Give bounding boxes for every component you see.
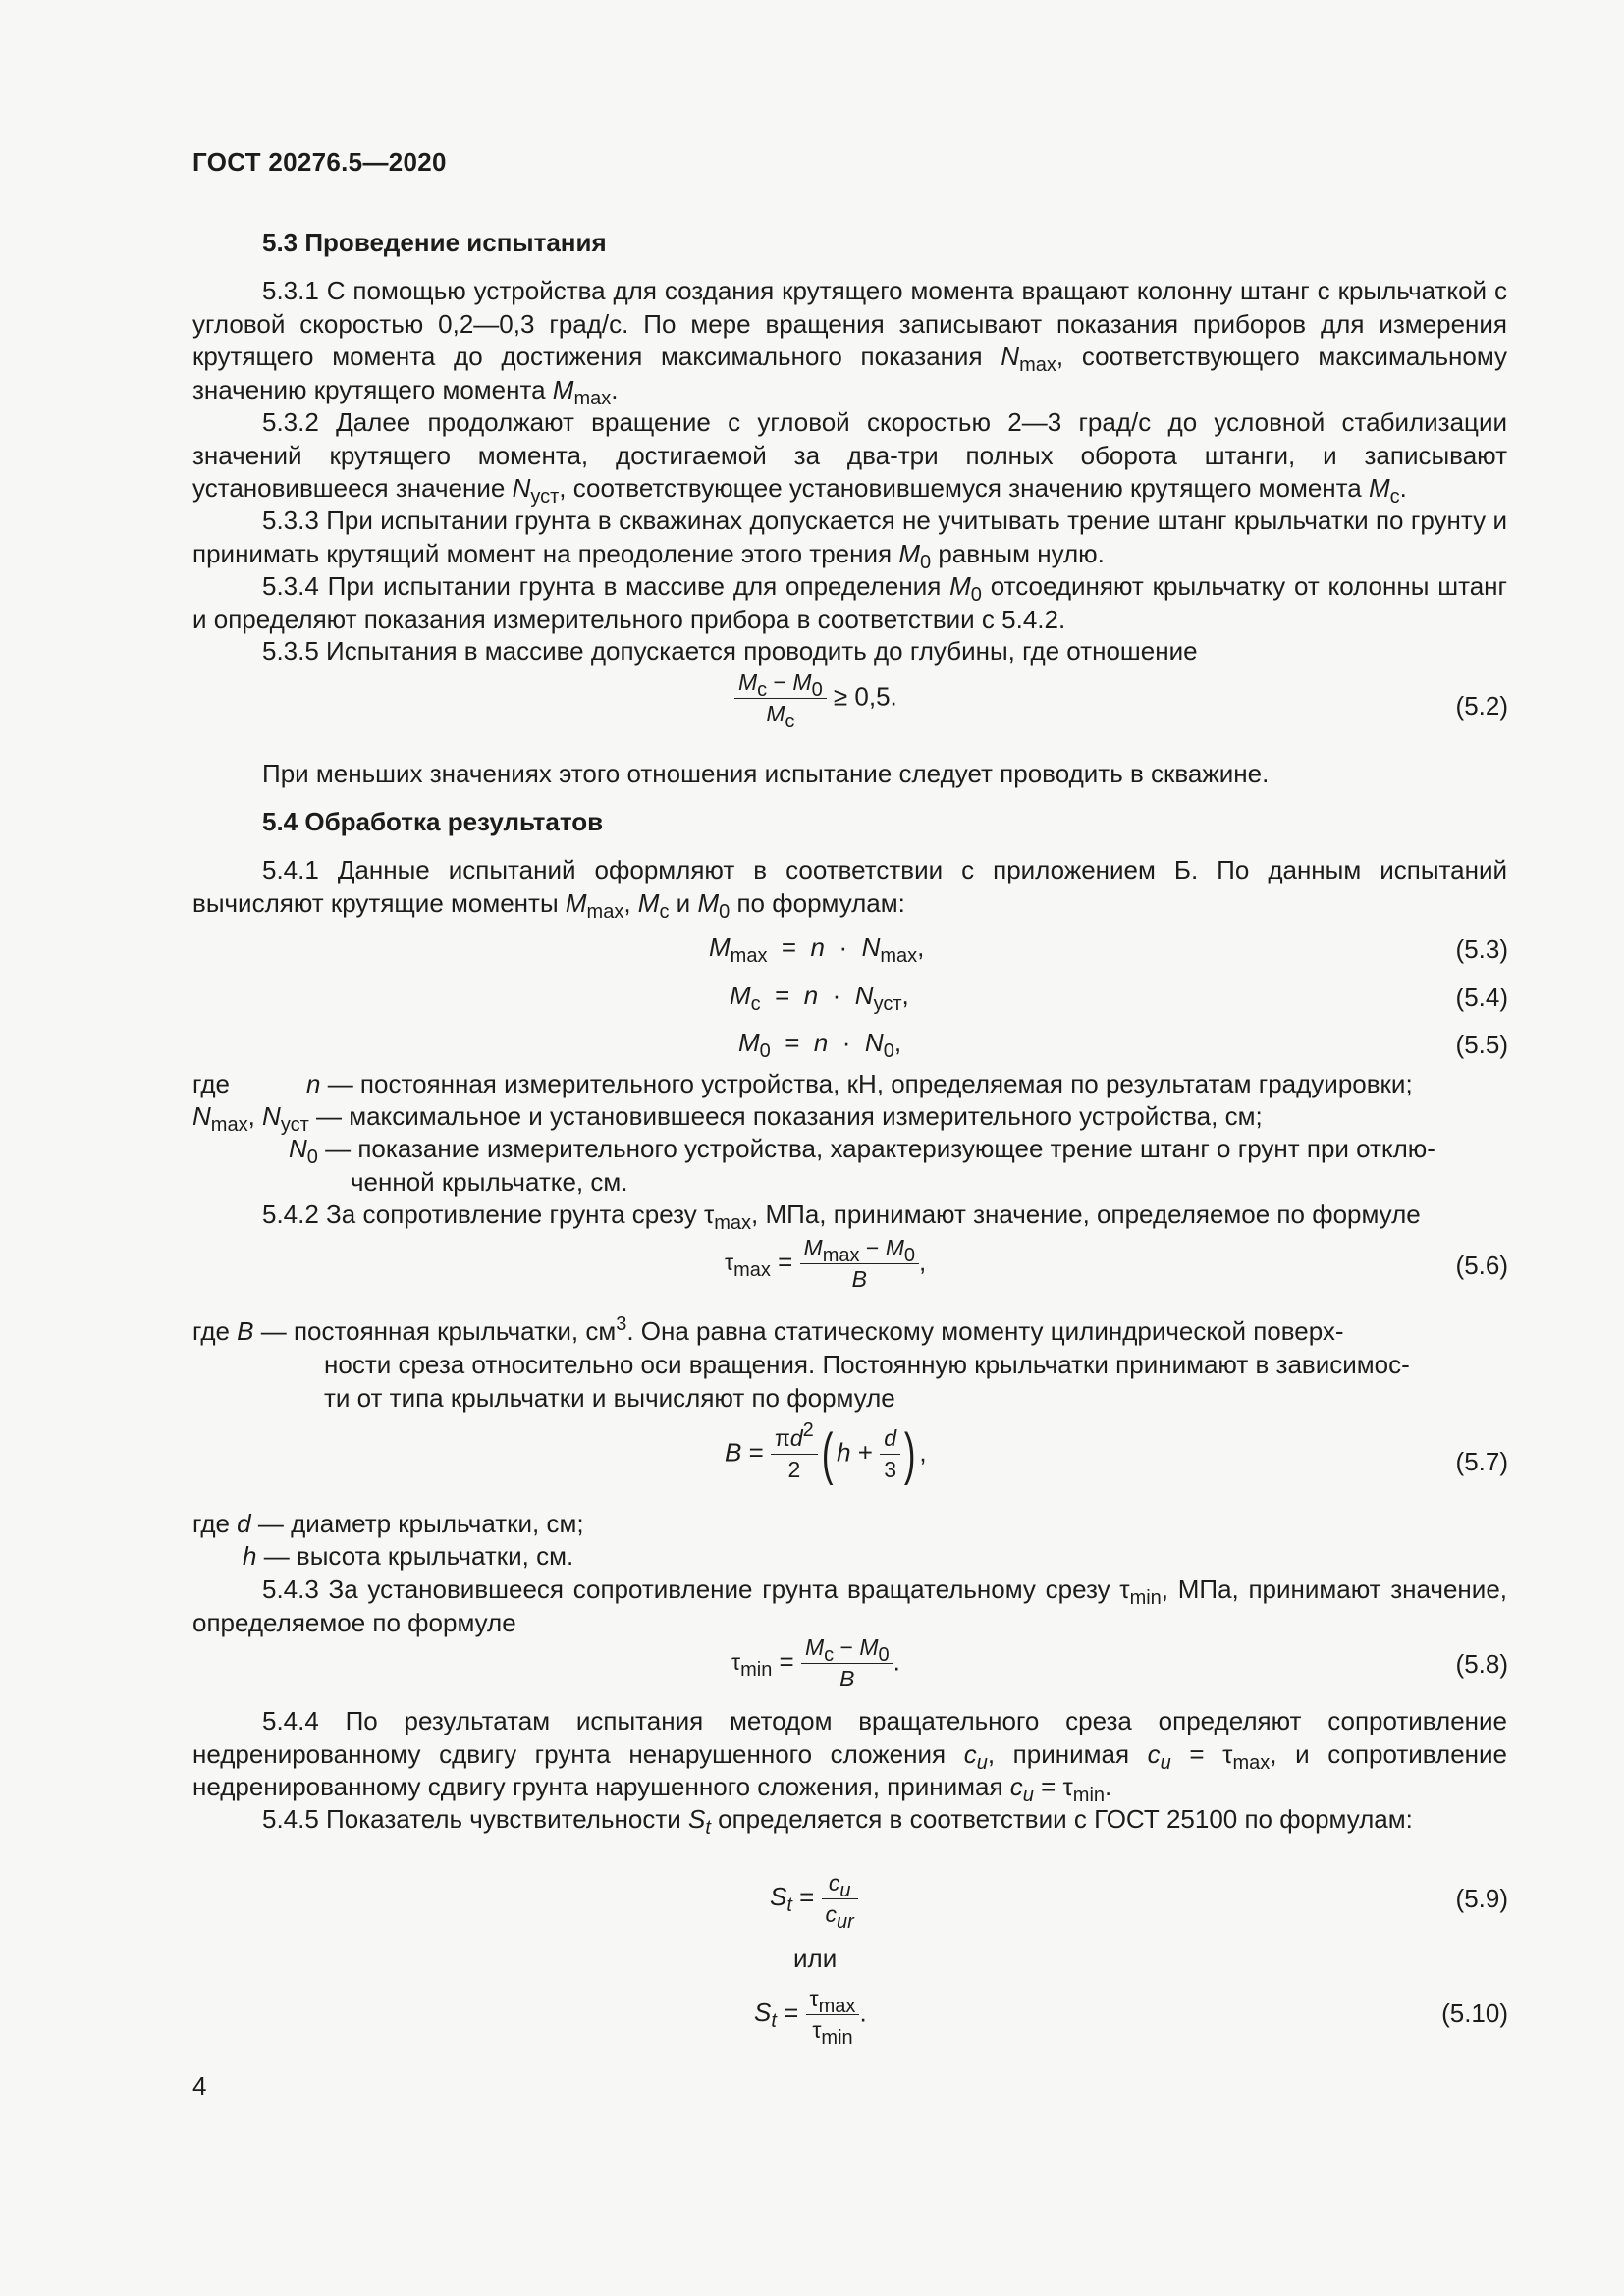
equation-number-5-5: (5.5) <box>1455 1030 1508 1059</box>
equation-5-5: $M_0 = n \cdot N_0$, <box>738 1028 902 1062</box>
equation-5-9: $S_t$ = $\frac{c_u}{c_{ur}}$ <box>770 1870 858 1928</box>
equation-number-5-2: (5.2) <box>1455 691 1508 721</box>
where-label: где <box>192 1069 230 1098</box>
paragraph-5-4-2: 5.4.2 За сопротивление грунта срезу $\tau_{max}$, МПа, принимают значение, определяемое по формуле <box>262 1200 1421 1234</box>
page-number: 4 <box>192 2071 207 2101</box>
section-title-5-3: 5.3 Проведение испытания <box>262 228 607 257</box>
equation-5-6: $\tau_{max}$ = $\frac{M_{max} - M_0}{B}$ , <box>725 1235 927 1292</box>
definition-B: где B — постоянная крыльчатки, $см^3$. Она равна статическому моменту цилиндрической поверх- <box>192 1313 1344 1346</box>
paragraph-5-4-4: 5.4.4 По результатам испытания методом вращательного среза определяют сопротивление недренированному сдвигу грунта ненарушенного сложения $c_u$, принимая $c_u = \tau_{max}$, и сопротивление недренированному сдвигу грунта нарушенного сложения, принимая $c_u = \tau_{min}$. <box>192 1706 1507 1806</box>
definition-h: h — высота крыльчатки, см. <box>243 1541 574 1571</box>
equation-number-5-7: (5.7) <box>1455 1447 1508 1476</box>
paragraph-5-3-5: 5.3.5 Испытания в массиве допускается проводить до глубины, где отношение <box>262 636 1198 666</box>
paragraph-5-3-1: 5.3.1 С помощью устройства для создания крутящего момента вращают колонну штанг с крыльчаткой с угловой скоростью 0,2—0,3 град/с. По мере вращения записывают показания приборов для измерения крутящего момента до достижения максимального показания $N_{max}$, соответствующего максимальному значению крутящего момента $M_{max}$. <box>192 276 1507 409</box>
equation-5-7: B = $\frac{\pi d^2}{2}$ ( h + $\frac{d}{3}$ ) , <box>725 1419 927 1486</box>
paragraph-5-4-3: 5.4.3 За установившееся сопротивление грунта вращательному срезу $\tau_{min}$, МПа, принимают значение, определяемое по формуле <box>192 1575 1508 1637</box>
definition-N: $N_{max}$, $N_{уст}$ — максимальное и установившееся показания измерительного устройства, см; <box>192 1101 1263 1136</box>
equation-5-3: $M_{max} = n \cdot N_{max}$, <box>709 933 925 967</box>
equation-number-5-6: (5.6) <box>1455 1251 1508 1280</box>
section-title-5-4: 5.4 Обработка результатов <box>262 807 604 836</box>
equation-number-5-10: (5.10) <box>1441 1999 1508 2028</box>
definition-d: где d — диаметр крыльчатки, см; <box>192 1509 584 1538</box>
paragraph-5-4-1: 5.4.1 Данные испытаний оформляют в соответствии с приложением Б. По данным испытаний вычисляют крутящие моменты $M_{max}$, $M_c$ и $M_0$ по формулам: <box>192 855 1507 923</box>
definition-N0: $N_0$ — показание измерительного устройства, характеризующее трение штанг о грунт при отклю- <box>289 1134 1435 1168</box>
equation-number-5-8: (5.8) <box>1455 1649 1508 1679</box>
equation-5-8: $\tau_{min}$ = $\frac{M_c - M_0}{B}$ . <box>731 1634 900 1691</box>
equation-5-4: $M_c = n \cdot N_{уст}$, <box>730 981 909 1015</box>
or-connector: или <box>793 1944 838 1973</box>
equation-5-2: $\frac{M_c - M_0}{M_c}$ ≥ 0,5. <box>734 669 897 727</box>
equation-number-5-9: (5.9) <box>1455 1884 1508 1913</box>
definition-n: n — постоянная измерительного устройства, кН, определяемая по результатам градуировки; <box>306 1069 1413 1098</box>
paragraph-5-3-note: При меньших значениях этого отношения испытание следует проводить в скважине. <box>262 759 1270 788</box>
document-header: ГОСТ 20276.5—2020 <box>192 147 447 177</box>
paragraph-5-3-3: 5.3.3 При испытании грунта в скважинах допускается не учитывать трение штанг крыльчатки по грунту и принимать крутящий момент на преодоление этого трения $M_0$ равным нулю. <box>192 506 1507 573</box>
definition-N0-cont: ченной крыльчатке, см. <box>351 1167 628 1197</box>
paragraph-5-3-2: 5.3.2 Далее продолжают вращение с угловой скоростью 2—3 град/с до условной стабилизации значений крутящего момента, достигаемой за два-три полных оборота штанги, и записывают установившееся значение $N_{уст}$, соответствующее установившемуся значению крутящего момента $M_c$. <box>192 407 1507 507</box>
definition-B-cont-2: ти от типа крыльчатки и вычисляют по формуле <box>324 1383 895 1413</box>
equation-5-10: $S_t$ = $\frac{\tau_{max}}{\tau_{min}}$ . <box>754 1986 867 2049</box>
paragraph-5-4-5: 5.4.5 Показатель чувствительности $S_t$ определяется в соответствии с ГОСТ 25100 по формулам: <box>262 1804 1413 1839</box>
paragraph-5-3-4: 5.3.4 При испытании грунта в массиве для определения $M_0$ отсоединяют крыльчатку от колонны штанг и определяют показания измерительного прибора в соответствии с 5.4.2. <box>192 571 1508 634</box>
equation-number-5-3: (5.3) <box>1455 934 1508 964</box>
equation-number-5-4: (5.4) <box>1455 983 1508 1012</box>
definition-B-cont-1: ности среза относительно оси вращения. Постоянную крыльчатки принимают в зависимос- <box>324 1350 1410 1379</box>
